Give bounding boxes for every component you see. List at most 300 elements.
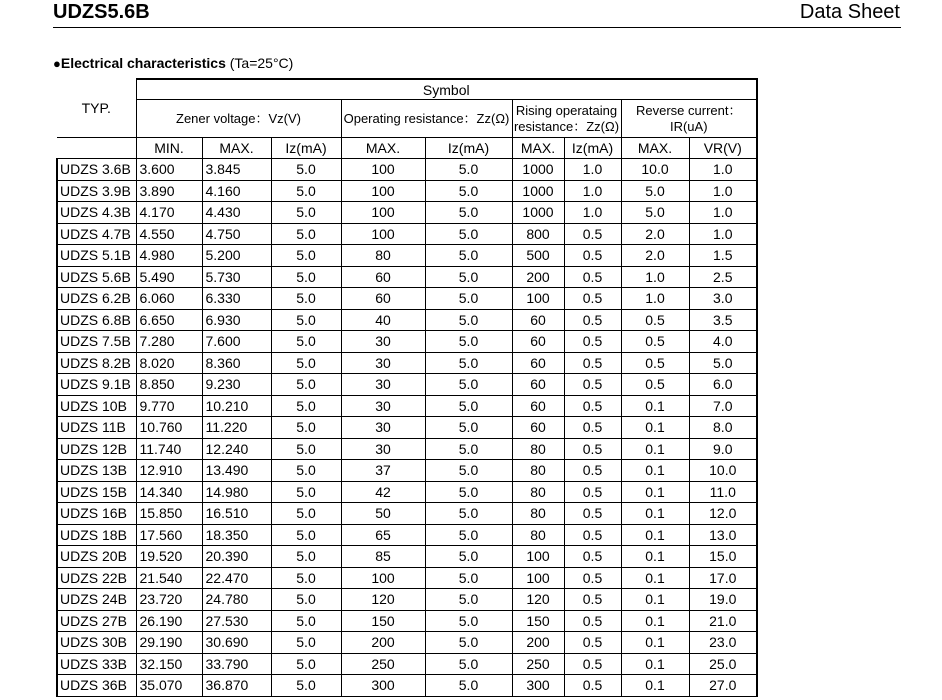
electrical-characteristics-table bbox=[56, 78, 758, 697]
part-type-cell: UDZS 5.6B bbox=[57, 266, 136, 288]
value-cell: 0.1 bbox=[621, 460, 689, 482]
value-cell: 60 bbox=[512, 417, 564, 439]
value-cell: 30 bbox=[341, 438, 425, 460]
value-cell: 2.0 bbox=[621, 245, 689, 267]
reverse-current-header: Reverse current： IR(uA) bbox=[621, 100, 757, 138]
part-type-cell: UDZS 4.7B bbox=[57, 223, 136, 245]
value-cell: 35.070 bbox=[136, 675, 202, 697]
table-row bbox=[57, 546, 757, 568]
value-cell: 250 bbox=[512, 653, 564, 675]
table-row bbox=[57, 395, 757, 417]
value-cell: 25.0 bbox=[689, 653, 757, 675]
operating-resistance-header: Operating resistance：Zz(Ω) bbox=[341, 100, 512, 138]
value-cell: 7.600 bbox=[202, 331, 271, 353]
table-row bbox=[57, 524, 757, 546]
table-row bbox=[57, 675, 757, 697]
value-cell: 5.0 bbox=[425, 460, 512, 482]
value-cell: 0.5 bbox=[564, 481, 621, 503]
value-cell: 200 bbox=[512, 632, 564, 654]
part-type-cell: UDZS 9.1B bbox=[57, 374, 136, 396]
value-cell: 5.200 bbox=[202, 245, 271, 267]
zener-voltage-header: Zener voltage：Vz(V) bbox=[136, 100, 341, 138]
value-cell: 5.0 bbox=[425, 632, 512, 654]
subheader-row bbox=[57, 138, 757, 159]
value-cell: 100 bbox=[512, 567, 564, 589]
value-cell: 5.0 bbox=[425, 159, 512, 181]
value-cell: 1.0 bbox=[564, 202, 621, 224]
table-row bbox=[57, 503, 757, 525]
value-cell: 5.0 bbox=[425, 180, 512, 202]
value-cell: 12.910 bbox=[136, 460, 202, 482]
table-row bbox=[57, 288, 757, 310]
value-cell: 0.5 bbox=[564, 460, 621, 482]
value-cell: 5.0 bbox=[425, 546, 512, 568]
value-cell: 0.5 bbox=[564, 438, 621, 460]
value-cell: 5.0 bbox=[271, 503, 341, 525]
value-cell: 11.740 bbox=[136, 438, 202, 460]
subheader-cell: MAX. bbox=[202, 138, 271, 159]
part-type-cell: UDZS 5.1B bbox=[57, 245, 136, 267]
part-type-cell: UDZS 30B bbox=[57, 632, 136, 654]
value-cell: 5.0 bbox=[425, 245, 512, 267]
value-cell: 5.0 bbox=[425, 503, 512, 525]
value-cell: 17.560 bbox=[136, 524, 202, 546]
symbol-header: Symbol bbox=[136, 79, 757, 100]
subheader-cell: MIN. bbox=[136, 138, 202, 159]
value-cell: 300 bbox=[512, 675, 564, 697]
subheader-cell: MAX. bbox=[341, 138, 425, 159]
value-cell: 5.0 bbox=[621, 202, 689, 224]
value-cell: 5.0 bbox=[425, 610, 512, 632]
value-cell: 100 bbox=[512, 546, 564, 568]
value-cell: 50 bbox=[341, 503, 425, 525]
value-cell: 5.0 bbox=[271, 524, 341, 546]
value-cell: 5.0 bbox=[425, 352, 512, 374]
value-cell: 0.5 bbox=[564, 288, 621, 310]
value-cell: 30 bbox=[341, 374, 425, 396]
table-row bbox=[57, 481, 757, 503]
table-row bbox=[57, 159, 757, 181]
value-cell: 85 bbox=[341, 546, 425, 568]
value-cell: 5.730 bbox=[202, 266, 271, 288]
value-cell: 18.350 bbox=[202, 524, 271, 546]
table-row bbox=[57, 417, 757, 439]
value-cell: 5.0 bbox=[425, 481, 512, 503]
value-cell: 0.5 bbox=[564, 610, 621, 632]
value-cell: 8.360 bbox=[202, 352, 271, 374]
value-cell: 23.0 bbox=[689, 632, 757, 654]
value-cell: 4.160 bbox=[202, 180, 271, 202]
value-cell: 800 bbox=[512, 223, 564, 245]
value-cell: 14.980 bbox=[202, 481, 271, 503]
value-cell: 5.0 bbox=[271, 589, 341, 611]
value-cell: 0.5 bbox=[564, 546, 621, 568]
part-type-cell: UDZS 11B bbox=[57, 417, 136, 439]
section-title: Electrical characteristics bbox=[60, 55, 226, 71]
value-cell: 32.150 bbox=[136, 653, 202, 675]
value-cell: 17.0 bbox=[689, 567, 757, 589]
value-cell: 16.510 bbox=[202, 503, 271, 525]
value-cell: 0.1 bbox=[621, 610, 689, 632]
value-cell: 5.0 bbox=[271, 180, 341, 202]
value-cell: 1.5 bbox=[689, 245, 757, 267]
value-cell: 0.1 bbox=[621, 546, 689, 568]
part-type-cell: UDZS 4.3B bbox=[57, 202, 136, 224]
value-cell: 30 bbox=[341, 417, 425, 439]
value-cell: 5.0 bbox=[425, 417, 512, 439]
value-cell: 2.0 bbox=[621, 223, 689, 245]
value-cell: 1000 bbox=[512, 180, 564, 202]
value-cell: 0.5 bbox=[564, 331, 621, 353]
value-cell: 65 bbox=[341, 524, 425, 546]
table-row bbox=[57, 180, 757, 202]
value-cell: 60 bbox=[512, 309, 564, 331]
value-cell: 5.0 bbox=[271, 610, 341, 632]
subheader-cell: Iz(mA) bbox=[564, 138, 621, 159]
value-cell: 5.0 bbox=[271, 288, 341, 310]
value-cell: 0.1 bbox=[621, 524, 689, 546]
value-cell: 4.980 bbox=[136, 245, 202, 267]
value-cell: 40 bbox=[341, 309, 425, 331]
table-row bbox=[57, 567, 757, 589]
value-cell: 0.5 bbox=[621, 374, 689, 396]
section-condition: (Ta=25°C) bbox=[229, 55, 294, 71]
value-cell: 5.0 bbox=[271, 223, 341, 245]
value-cell: 200 bbox=[512, 266, 564, 288]
part-type-cell: UDZS 18B bbox=[57, 524, 136, 546]
value-cell: 150 bbox=[512, 610, 564, 632]
value-cell: 5.0 bbox=[271, 159, 341, 181]
rising-resistance-header: Rising operataing resistance：Zz(Ω) bbox=[512, 100, 621, 138]
value-cell: 0.5 bbox=[564, 653, 621, 675]
subheader-cell: VR(V) bbox=[689, 138, 757, 159]
value-cell: 5.0 bbox=[271, 481, 341, 503]
value-cell: 1.0 bbox=[689, 202, 757, 224]
value-cell: 100 bbox=[341, 567, 425, 589]
value-cell: 0.5 bbox=[564, 567, 621, 589]
value-cell: 0.5 bbox=[564, 524, 621, 546]
value-cell: 0.5 bbox=[564, 632, 621, 654]
table-row bbox=[57, 632, 757, 654]
value-cell: 37 bbox=[341, 460, 425, 482]
value-cell: 0.5 bbox=[564, 589, 621, 611]
value-cell: 0.1 bbox=[621, 589, 689, 611]
value-cell: 10.210 bbox=[202, 395, 271, 417]
value-cell: 30 bbox=[341, 331, 425, 353]
value-cell: 5.0 bbox=[425, 374, 512, 396]
table-row bbox=[57, 331, 757, 353]
value-cell: 0.5 bbox=[564, 417, 621, 439]
value-cell: 5.0 bbox=[271, 653, 341, 675]
value-cell: 15.850 bbox=[136, 503, 202, 525]
value-cell: 36.870 bbox=[202, 675, 271, 697]
value-cell: 3.890 bbox=[136, 180, 202, 202]
value-cell: 5.0 bbox=[425, 567, 512, 589]
value-cell: 22.470 bbox=[202, 567, 271, 589]
value-cell: 19.520 bbox=[136, 546, 202, 568]
value-cell: 500 bbox=[512, 245, 564, 267]
part-type-cell: UDZS 8.2B bbox=[57, 352, 136, 374]
part-type-cell: UDZS 13B bbox=[57, 460, 136, 482]
value-cell: 100 bbox=[341, 202, 425, 224]
part-type-cell: UDZS 12B bbox=[57, 438, 136, 460]
value-cell: 1.0 bbox=[621, 266, 689, 288]
table-row bbox=[57, 460, 757, 482]
value-cell: 30 bbox=[341, 352, 425, 374]
value-cell: 0.5 bbox=[564, 309, 621, 331]
value-cell: 0.5 bbox=[621, 309, 689, 331]
value-cell: 9.770 bbox=[136, 395, 202, 417]
value-cell: 3.5 bbox=[689, 309, 757, 331]
value-cell: 60 bbox=[341, 288, 425, 310]
value-cell: 5.0 bbox=[271, 632, 341, 654]
value-cell: 7.280 bbox=[136, 331, 202, 353]
value-cell: 20.390 bbox=[202, 546, 271, 568]
bullet-icon: ● bbox=[53, 56, 61, 71]
value-cell: 14.340 bbox=[136, 481, 202, 503]
value-cell: 4.170 bbox=[136, 202, 202, 224]
value-cell: 0.1 bbox=[621, 417, 689, 439]
part-number-title: UDZS5.6B bbox=[53, 1, 150, 23]
subheader-cell: MAX. bbox=[621, 138, 689, 159]
value-cell: 5.0 bbox=[271, 417, 341, 439]
value-cell: 3.600 bbox=[136, 159, 202, 181]
table-row bbox=[57, 374, 757, 396]
table-row bbox=[57, 309, 757, 331]
value-cell: 5.0 bbox=[425, 202, 512, 224]
value-cell: 60 bbox=[512, 352, 564, 374]
value-cell: 300 bbox=[341, 675, 425, 697]
value-cell: 12.240 bbox=[202, 438, 271, 460]
value-cell: 0.1 bbox=[621, 675, 689, 697]
table-row bbox=[57, 245, 757, 267]
value-cell: 5.0 bbox=[271, 567, 341, 589]
part-type-cell: UDZS 36B bbox=[57, 675, 136, 697]
table-row bbox=[57, 438, 757, 460]
part-type-cell: UDZS 6.2B bbox=[57, 288, 136, 310]
part-type-cell: UDZS 33B bbox=[57, 653, 136, 675]
subheader-cell: Iz(mA) bbox=[425, 138, 512, 159]
value-cell: 7.0 bbox=[689, 395, 757, 417]
value-cell: 6.0 bbox=[689, 374, 757, 396]
value-cell: 0.5 bbox=[564, 266, 621, 288]
value-cell: 5.0 bbox=[271, 202, 341, 224]
value-cell: 5.0 bbox=[425, 395, 512, 417]
value-cell: 80 bbox=[512, 481, 564, 503]
value-cell: 80 bbox=[512, 460, 564, 482]
value-cell: 23.720 bbox=[136, 589, 202, 611]
value-cell: 5.0 bbox=[425, 331, 512, 353]
value-cell: 5.0 bbox=[271, 395, 341, 417]
value-cell: 6.930 bbox=[202, 309, 271, 331]
value-cell: 0.1 bbox=[621, 503, 689, 525]
value-cell: 5.0 bbox=[271, 331, 341, 353]
value-cell: 10.0 bbox=[689, 460, 757, 482]
value-cell: 27.530 bbox=[202, 610, 271, 632]
table-row bbox=[57, 653, 757, 675]
value-cell: 60 bbox=[512, 374, 564, 396]
value-cell: 5.0 bbox=[425, 288, 512, 310]
subheader-cell: MAX. bbox=[512, 138, 564, 159]
value-cell: 0.1 bbox=[621, 567, 689, 589]
value-cell: 5.0 bbox=[425, 675, 512, 697]
table-row bbox=[57, 610, 757, 632]
value-cell: 0.5 bbox=[564, 245, 621, 267]
value-cell: 120 bbox=[512, 589, 564, 611]
value-cell: 6.060 bbox=[136, 288, 202, 310]
value-cell: 3.0 bbox=[689, 288, 757, 310]
value-cell: 5.0 bbox=[425, 438, 512, 460]
value-cell: 0.1 bbox=[621, 632, 689, 654]
table-row bbox=[57, 266, 757, 288]
value-cell: 0.1 bbox=[621, 653, 689, 675]
value-cell: 33.790 bbox=[202, 653, 271, 675]
part-type-cell: UDZS 6.8B bbox=[57, 309, 136, 331]
value-cell: 11.0 bbox=[689, 481, 757, 503]
table-row bbox=[57, 352, 757, 374]
value-cell: 27.0 bbox=[689, 675, 757, 697]
value-cell: 5.0 bbox=[271, 374, 341, 396]
value-cell: 80 bbox=[512, 524, 564, 546]
value-cell: 4.430 bbox=[202, 202, 271, 224]
value-cell: 100 bbox=[341, 180, 425, 202]
part-type-cell: UDZS 27B bbox=[57, 610, 136, 632]
value-cell: 5.0 bbox=[425, 223, 512, 245]
value-cell: 5.0 bbox=[425, 524, 512, 546]
value-cell: 0.5 bbox=[564, 675, 621, 697]
value-cell: 30 bbox=[341, 395, 425, 417]
value-cell: 6.650 bbox=[136, 309, 202, 331]
value-cell: 4.550 bbox=[136, 223, 202, 245]
value-cell: 6.330 bbox=[202, 288, 271, 310]
value-cell: 0.1 bbox=[621, 438, 689, 460]
value-cell: 4.750 bbox=[202, 223, 271, 245]
value-cell: 5.0 bbox=[271, 675, 341, 697]
value-cell: 80 bbox=[512, 438, 564, 460]
value-cell: 5.0 bbox=[425, 653, 512, 675]
value-cell: 0.5 bbox=[621, 352, 689, 374]
part-type-cell: UDZS 7.5B bbox=[57, 331, 136, 353]
value-cell: 150 bbox=[341, 610, 425, 632]
value-cell: 11.220 bbox=[202, 417, 271, 439]
value-cell: 5.0 bbox=[271, 245, 341, 267]
value-cell: 1.0 bbox=[689, 159, 757, 181]
value-cell: 8.020 bbox=[136, 352, 202, 374]
part-type-cell: UDZS 15B bbox=[57, 481, 136, 503]
value-cell: 5.0 bbox=[271, 352, 341, 374]
value-cell: 4.0 bbox=[689, 331, 757, 353]
table-row bbox=[57, 223, 757, 245]
value-cell: 100 bbox=[341, 159, 425, 181]
value-cell: 1.0 bbox=[689, 223, 757, 245]
value-cell: 26.190 bbox=[136, 610, 202, 632]
typ-header: TYP. bbox=[57, 79, 136, 138]
value-cell: 1.0 bbox=[564, 159, 621, 181]
table-body bbox=[57, 159, 757, 697]
value-cell: 42 bbox=[341, 481, 425, 503]
value-cell: 10.0 bbox=[621, 159, 689, 181]
value-cell: 100 bbox=[341, 223, 425, 245]
value-cell: 60 bbox=[512, 331, 564, 353]
value-cell: 9.0 bbox=[689, 438, 757, 460]
part-type-cell: UDZS 22B bbox=[57, 567, 136, 589]
value-cell: 13.0 bbox=[689, 524, 757, 546]
part-type-cell: UDZS 20B bbox=[57, 546, 136, 568]
value-cell: 8.850 bbox=[136, 374, 202, 396]
value-cell: 21.540 bbox=[136, 567, 202, 589]
subheader-cell: Iz(mA) bbox=[271, 138, 341, 159]
value-cell: 250 bbox=[341, 653, 425, 675]
value-cell: 30.690 bbox=[202, 632, 271, 654]
value-cell: 19.0 bbox=[689, 589, 757, 611]
value-cell: 1000 bbox=[512, 159, 564, 181]
value-cell: 1.0 bbox=[564, 180, 621, 202]
part-type-cell: UDZS 10B bbox=[57, 395, 136, 417]
value-cell: 0.5 bbox=[564, 503, 621, 525]
value-cell: 13.490 bbox=[202, 460, 271, 482]
value-cell: 200 bbox=[341, 632, 425, 654]
value-cell: 0.5 bbox=[564, 352, 621, 374]
value-cell: 0.5 bbox=[621, 331, 689, 353]
value-cell: 5.0 bbox=[271, 309, 341, 331]
value-cell: 0.5 bbox=[564, 374, 621, 396]
value-cell: 5.0 bbox=[689, 352, 757, 374]
value-cell: 8.0 bbox=[689, 417, 757, 439]
value-cell: 60 bbox=[512, 395, 564, 417]
value-cell: 29.190 bbox=[136, 632, 202, 654]
value-cell: 0.5 bbox=[564, 223, 621, 245]
value-cell: 5.0 bbox=[271, 266, 341, 288]
value-cell: 10.760 bbox=[136, 417, 202, 439]
value-cell: 5.0 bbox=[271, 460, 341, 482]
document-type-label: Data Sheet bbox=[799, 1, 900, 23]
value-cell: 5.0 bbox=[271, 546, 341, 568]
value-cell: 120 bbox=[341, 589, 425, 611]
value-cell: 5.490 bbox=[136, 266, 202, 288]
value-cell: 15.0 bbox=[689, 546, 757, 568]
table-row bbox=[57, 202, 757, 224]
value-cell: 5.0 bbox=[271, 438, 341, 460]
value-cell: 21.0 bbox=[689, 610, 757, 632]
value-cell: 1000 bbox=[512, 202, 564, 224]
section-heading bbox=[53, 54, 293, 73]
part-type-cell: UDZS 16B bbox=[57, 503, 136, 525]
value-cell: 80 bbox=[341, 245, 425, 267]
value-cell: 24.780 bbox=[202, 589, 271, 611]
value-cell: 5.0 bbox=[425, 266, 512, 288]
value-cell: 9.230 bbox=[202, 374, 271, 396]
value-cell: 60 bbox=[341, 266, 425, 288]
value-cell: 5.0 bbox=[425, 589, 512, 611]
value-cell: 0.5 bbox=[564, 395, 621, 417]
table-row bbox=[57, 589, 757, 611]
part-type-cell: UDZS 24B bbox=[57, 589, 136, 611]
part-type-cell: UDZS 3.9B bbox=[57, 180, 136, 202]
value-cell: 0.1 bbox=[621, 481, 689, 503]
value-cell: 80 bbox=[512, 503, 564, 525]
value-cell: 5.0 bbox=[621, 180, 689, 202]
value-cell: 1.0 bbox=[689, 180, 757, 202]
value-cell: 2.5 bbox=[689, 266, 757, 288]
value-cell: 1.0 bbox=[621, 288, 689, 310]
subheader-blank bbox=[57, 138, 136, 159]
part-type-cell: UDZS 3.6B bbox=[57, 159, 136, 181]
value-cell: 3.845 bbox=[202, 159, 271, 181]
value-cell: 0.1 bbox=[621, 395, 689, 417]
header-divider bbox=[53, 27, 901, 28]
value-cell: 12.0 bbox=[689, 503, 757, 525]
value-cell: 5.0 bbox=[425, 309, 512, 331]
